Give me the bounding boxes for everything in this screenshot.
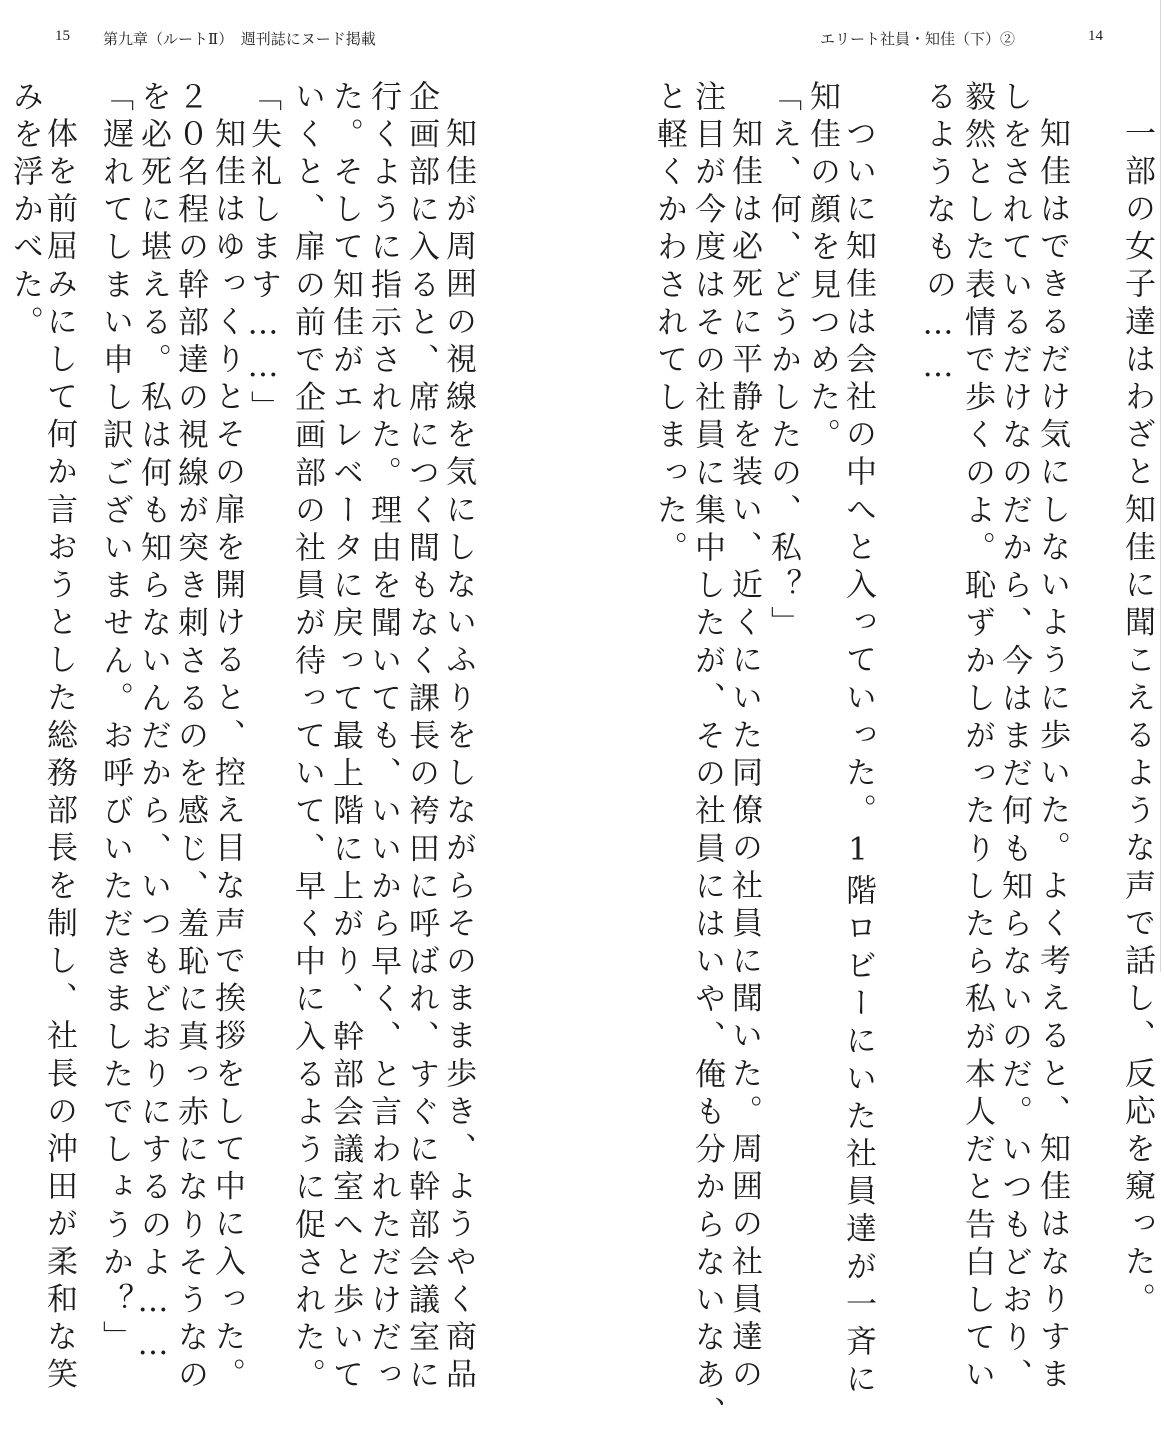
right-running-head: エリート社員・知佳（下）② bbox=[820, 30, 1016, 48]
right-page-number: 14 bbox=[1088, 28, 1103, 44]
text-column: 毅然とした表情で歩くのよ。恥ずかしがったりしたら私が本人だと告白してい bbox=[959, 80, 995, 1396]
text-column: 体を前屈みにして何か言おうとした総務部長を制し、社長の沖田が柔和な笑 bbox=[41, 117, 77, 1396]
text-column: 「え、何、どうかしたの、私？」 bbox=[765, 80, 801, 644]
text-column: 行くように指示された。理由を聞いても、いいから早く、と言われただけだっ bbox=[365, 80, 401, 1396]
text-column: ついに知佳は会社の中へと入っていった。1階ロビーにいた社員達が一斉に bbox=[840, 117, 876, 1401]
left-running-head: 第九章（ルートⅡ） 週刊誌にヌード掲載 bbox=[103, 30, 376, 48]
left-page-number: 15 bbox=[55, 28, 70, 44]
text-column: 企画部に入ると、席につく間もなく課長の袴田に呼ばれ、すぐに幹部会議室に bbox=[403, 80, 439, 1396]
text-column: 知佳の顔を見つめた。 bbox=[804, 80, 840, 456]
text-column: 「遅れてしまい申し訳ございません。お呼びいただきましたでしょうか？」 bbox=[97, 80, 133, 1359]
text-column: 一部の女子達はわざと知佳に聞こえるような声で話し、反応を窺った。 bbox=[1119, 117, 1155, 1321]
text-column: いくと、扉の前で企画部の社員が待っていて、早く中に入るように促された。 bbox=[289, 80, 325, 1396]
page-edge-line bbox=[1160, 0, 1161, 972]
text-column: 注目が今度はその社員に集中したが、その社員にはいや、俺も分からないなあ、 bbox=[689, 80, 725, 1434]
text-column: 知佳はゆっくりとその扉を開けると、控え目な声で挨拶をして中に入った。 bbox=[209, 117, 245, 1396]
text-column: しをされているだけなのだから、今はまだ何も知らないのだ。いつもどおり、 bbox=[996, 80, 1032, 1396]
text-column: た。そして知佳がエレベータに戻って最上階に上がり、幹部会議室へと歩いて bbox=[327, 80, 363, 1396]
text-column: を必死に堪える。私は何も知らないんだから、いつもどおりにするのよ…… bbox=[135, 80, 171, 1369]
text-column: るようなもの…… bbox=[920, 80, 956, 391]
text-column: ２０名程の幹部達の視線が突き刺さるのを感じ、羞恥に真っ赤になりそうなの bbox=[172, 80, 208, 1396]
text-column: と軽くかわされてしまった。 bbox=[651, 80, 687, 569]
text-column: 知佳はできるだけ気にしないように歩いた。よく考えると、知佳はなりすま bbox=[1034, 117, 1070, 1396]
text-column: 「失礼します……」 bbox=[245, 80, 281, 429]
text-column: 知佳は必死に平静を装い、近くにいた同僚の社員に聞いた。周囲の社員達の bbox=[726, 117, 762, 1396]
text-column: みを浮かべた。 bbox=[7, 80, 43, 344]
text-column: 知佳が周囲の視線を気にしないふりをしながらそのまま歩き、ようやく商品 bbox=[440, 117, 476, 1396]
